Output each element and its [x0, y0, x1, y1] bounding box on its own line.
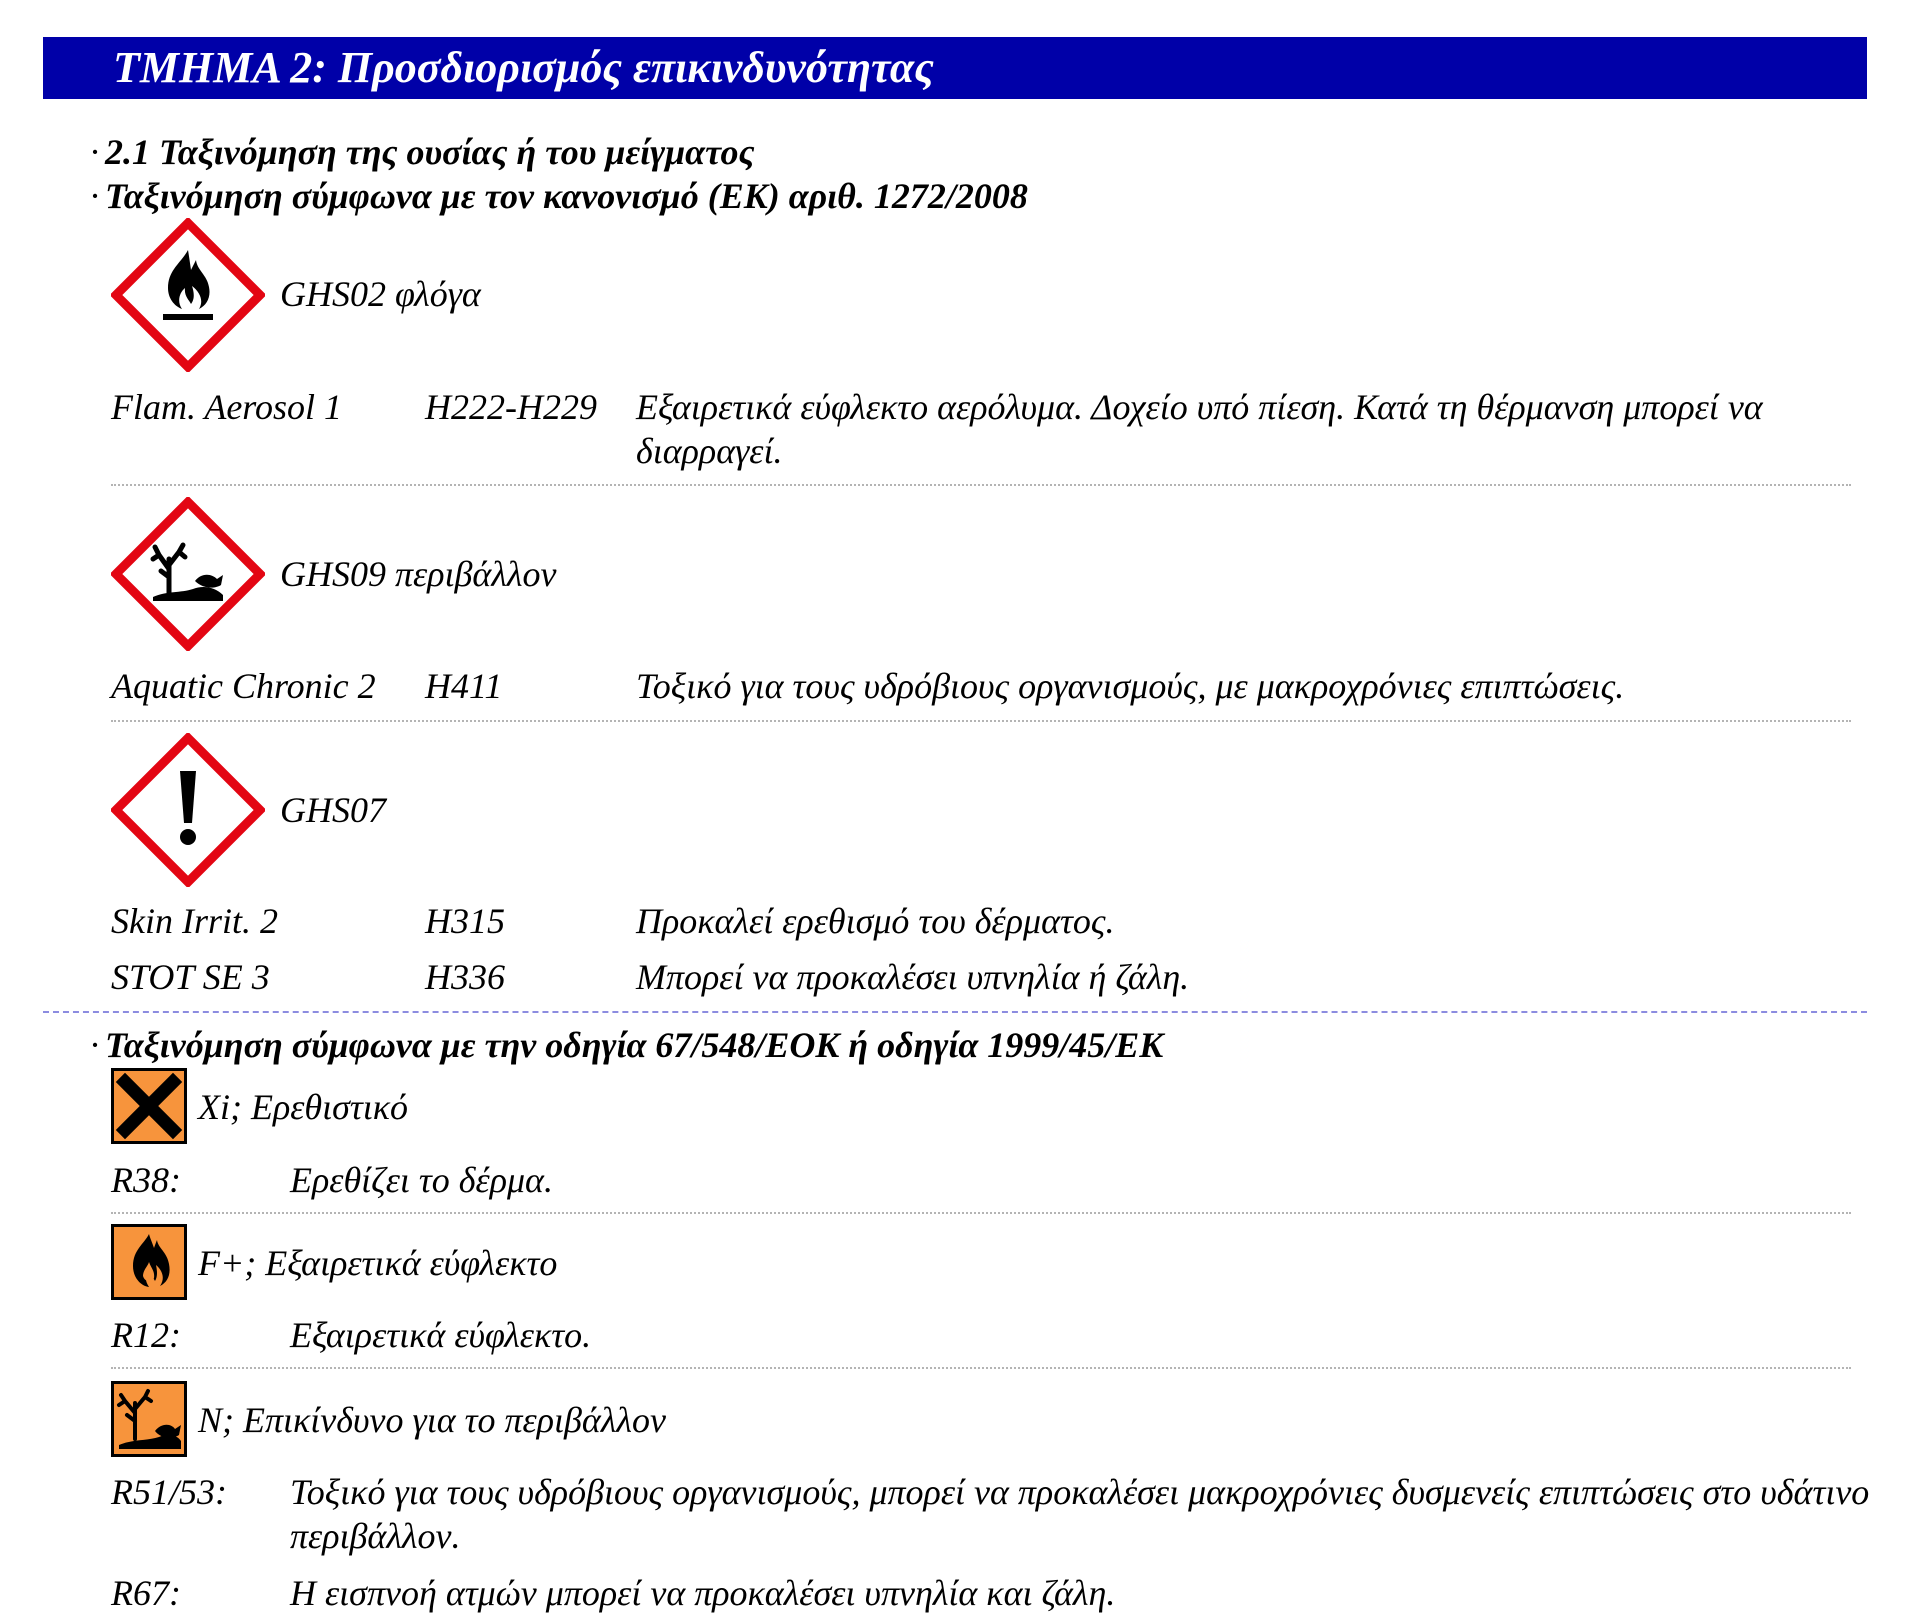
heading-2-1: · 2.1 Ταξινόμηση της ουσίας ή του μείγματος: [90, 132, 755, 172]
risk-phrase-text: Εξαιρετικά εύφλεκτο.: [290, 1315, 592, 1355]
risk-phrase-code: R12:: [111, 1315, 181, 1355]
irritant-cross-icon: [111, 1068, 187, 1144]
risk-phrase-text: Η εισπνοή ατμών μπορεί να προκαλέσει υπνηλία και ζάλη.: [290, 1573, 1116, 1613]
risk-phrase-code: R67:: [111, 1573, 181, 1613]
ghs07-label: GHS07: [280, 790, 386, 830]
flammable-flame-icon: [111, 1224, 187, 1300]
dangerous-environment-icon: [111, 1381, 187, 1457]
section-header: [43, 37, 1867, 99]
dotted-separator: [111, 720, 1851, 722]
risk-phrase-text: Ερεθίζει το δέρμα.: [290, 1160, 553, 1200]
heading-clp: · Ταξινόμηση σύμφωνα με τον κανονισμό (ΕΚ) αριθ. 1272/2008: [90, 176, 1028, 216]
section-title: ΤΜΗΜΑ 2: Προσδιορισμός επικινδυνότητας: [113, 43, 934, 92]
hazard-statement-text: Εξαιρετικά εύφλεκτο αερόλυμα. Δοχείο υπό πίεση. Κατά τη θέρμανση μπορεί να διαρραγεί.: [636, 387, 1763, 471]
dotted-separator: [111, 484, 1851, 486]
hazard-category: Skin Irrit. 2: [111, 901, 278, 941]
hazard-statement-text: Τοξικό για τους υδρόβιους οργανισμούς, με μακροχρόνιες επιπτώσεις.: [636, 666, 1625, 706]
hazard-statement-code: H315: [425, 901, 505, 941]
risk-phrase-code: R51/53:: [111, 1472, 227, 1512]
exclamation-icon: [111, 733, 265, 887]
hazard-statement-text: Προκαλεί ερεθισμό του δέρματος.: [636, 901, 1115, 941]
heading-dsd-text: Ταξινόμηση σύμφωνα με την οδηγία 67/548/ΕΟΚ ή οδηγία 1999/45/ΕΚ: [105, 1025, 1164, 1065]
heading-dsd: · Ταξινόμηση σύμφωνα με την οδηγία 67/548/ΕΟΚ ή οδηγία 1999/45/ΕΚ: [90, 1025, 1164, 1065]
f-plus-label: F+; Εξαιρετικά εύφλεκτο: [198, 1243, 558, 1283]
hazard-statement-code: H411: [425, 666, 503, 706]
xi-label: Xi; Ερεθιστικό: [198, 1087, 409, 1127]
risk-phrase-code: R38:: [111, 1160, 181, 1200]
dotted-separator: [111, 1367, 1851, 1369]
hazard-statement-code: H222-H229: [425, 387, 597, 427]
dotted-separator: [111, 1212, 1851, 1214]
hazard-category: Aquatic Chronic 2: [111, 666, 376, 706]
n-label: N; Επικίνδυνο για το περιβάλλον: [198, 1400, 666, 1440]
ghs02-label: GHS02 φλόγα: [280, 274, 481, 314]
risk-phrase-text: Τοξικό για τους υδρόβιους οργανισμούς, μπορεί να προκαλέσει μακροχρόνιες δυσμενείς επιπτώσεις στο υδάτινο περιβάλλον.: [290, 1472, 1870, 1556]
heading-2-1-text: 2.1 Ταξινόμηση της ουσίας ή του μείγματος: [105, 132, 755, 172]
hazard-statement-code: H336: [425, 957, 505, 997]
environment-icon: [111, 497, 265, 651]
dashed-separator: [43, 1011, 1867, 1013]
heading-clp-text: Ταξινόμηση σύμφωνα με τον κανονισμό (ΕΚ) αριθ. 1272/2008: [105, 176, 1028, 216]
ghs09-label: GHS09 περιβάλλον: [280, 554, 557, 594]
hazard-statement-text: Μπορεί να προκαλέσει υπνηλία ή ζάλη.: [636, 957, 1190, 997]
hazard-category: Flam. Aerosol 1: [111, 387, 342, 427]
hazard-category: STOT SE 3: [111, 957, 270, 997]
flame-icon: [111, 218, 265, 372]
